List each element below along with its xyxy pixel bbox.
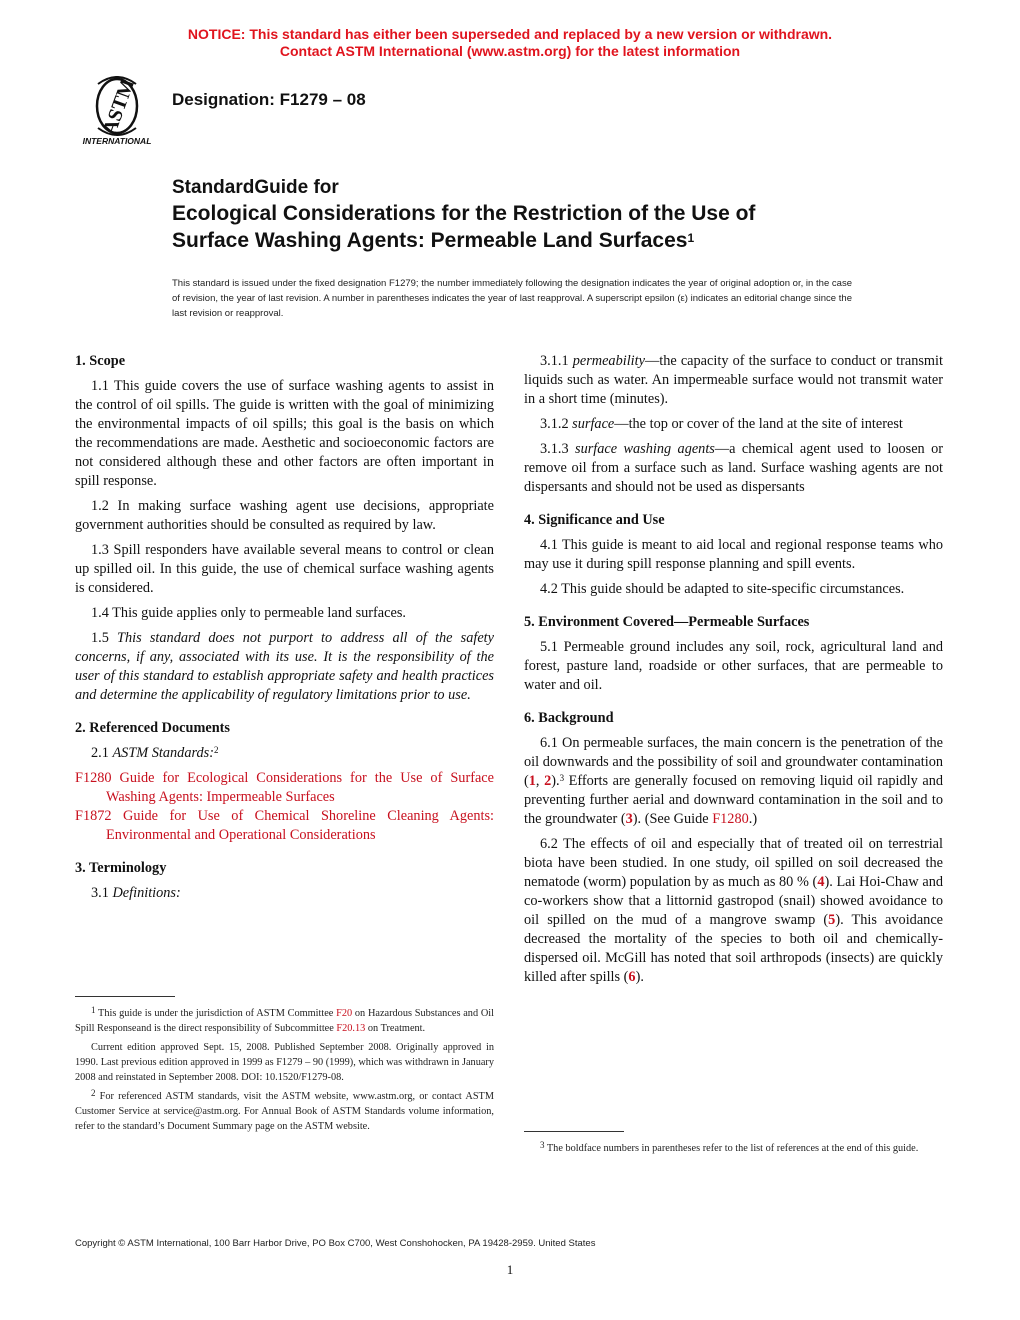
supersede-notice [0, 26, 1020, 60]
title-line-2: Ecological Considerations for the Restriction of the Use of [172, 202, 756, 225]
footnote-rule-left [75, 996, 175, 997]
right-column [524, 352, 943, 993]
link-committee-f20[interactable]: F20 [336, 1008, 353, 1019]
link-guide-f1280[interactable]: F1280 [712, 811, 749, 827]
section-heading-scope: 1. Scope [75, 353, 126, 369]
section-heading-terminology: 3. Terminology [75, 860, 167, 876]
paragraph-1-1: 1.1 This guide covers the use of surface washing agents to assist in the control of oil spills. The guide is written with the goal of minimizing the environmental impacts of oil spills; this goal is the basis on which the recommendations are made. Aesthetic and socioeconomic factors are not considered although these and other factors are often important in spill response. [75, 378, 494, 489]
link-subcommittee-f20-13[interactable]: F20.13 [336, 1023, 366, 1034]
footnote-1: 1 This guide is under the jurisdiction of ASTM Committee F20 on Hazardous Substances and Oil Spill Responseand is the direct responsibility of Subcommittee F20.13 on Treatment. [75, 1005, 494, 1034]
copyright-footer: Copyright © ASTM International, 100 Barr Harbor Drive, PO Box C700, West Conshohocken, PA 19428-2959. United States [75, 1238, 596, 1249]
footnote-rule-right [524, 1131, 624, 1132]
paragraph-2-1: 2.1 ASTM Standards:$^2$ [91, 745, 219, 761]
paragraph-1-5: 1.5 This standard does not purport to address all of the safety concerns, if any, associated with its use. It is the responsibility of the user of this standard to establish appropriate safety and health practices and determine the applicability of regulatory limitations prior to use. [75, 630, 494, 703]
section-heading-environment: 5. Environment Covered—Permeable Surfaces [524, 614, 810, 630]
reference-f1280: F1280 Guide for Ecological Considerations for the Use of Surface Washing Agents: Impermeable Surfaces [75, 770, 494, 805]
footnote-1-edition: Current edition approved Sept. 15, 2008. Published September 2008. Originally approved in 1990. Last previous edition approved in 1999 as F1279 – 90 (1999), which was withdrawn in January 2008 and reinstated in September 2008. DOI: 10.1520/F1279-08. [75, 1042, 494, 1083]
ref-link-4[interactable]: 4 [817, 874, 825, 890]
ref-link-5[interactable]: 5 [828, 912, 836, 928]
ref-link-2[interactable]: 2 [544, 773, 552, 789]
paragraph-6-1: 6.1 On permeable surfaces, the main concern is the penetration of the oil downwards and the possibility of soil and groundwater contamination (1, 2).$^3$ Efforts are generally focused on removing liquid oil rapidly and preventing further aerial and downward contamination in the soil and to the groundwater (3). (See Guide F1280.) [524, 735, 944, 827]
designation: Designation: F1279 – 08 [172, 90, 366, 109]
astm-logo [72, 76, 162, 146]
footnotes-left [75, 1006, 494, 1138]
paragraph-6-2: 6.2 The effects of oil and especially that of treated oil on terrestrial biota have been studied. In one study, oil spilled on soil decreased the nematode (worm) population by as much as 80 % (4). Lai Hoi-Chaw and co-workers show that a littornid gastropod (snail) showed avoidance to oil spilled on the mud of a mangrove swamp (5). This avoidance decreased the mortality of the species to both oil and chemically-dispersed oil. McGill has noted that soil arthropods (insects) are quickly killed after spills (6). [524, 836, 944, 985]
reference-f1872: F1872 Guide for Use of Chemical Shoreline Cleaning Agents: Environmental and Operational Considerations [75, 808, 494, 843]
ref-link-6[interactable]: 6 [628, 969, 636, 985]
logo-subtitle: INTERNATIONAL [82, 136, 152, 146]
footnotes-right [524, 1141, 943, 1160]
paragraph-1-2: 1.2 In making surface washing agent use decisions, appropriate government authorities should be consulted as required by law. [75, 498, 494, 533]
paragraph-3-1: 3.1 Definitions: [91, 885, 181, 901]
document-title [172, 176, 872, 254]
section-heading-referenced-documents: 2. Referenced Documents [75, 720, 230, 736]
notice-line-1: NOTICE: This standard has either been superseded and replaced by a new version or withdrawn. [187, 26, 833, 42]
section-heading-significance: 4. Significance and Use [524, 512, 665, 528]
ref-link-1[interactable]: 1 [528, 773, 536, 789]
footnote-3: 3 The boldface numbers in parentheses refer to the list of references at the end of this guide. [540, 1140, 919, 1154]
paragraph-1-4: 1.4 This guide applies only to permeable land surfaces. [91, 605, 406, 621]
definition-permeability: 3.1.1 permeability—the capacity of the surface to conduct or transmit liquids such as water. An impermeable surface would not transmit water in a short time (minutes). [524, 353, 943, 407]
ref-link-3[interactable]: 3 [625, 811, 633, 827]
paragraph-1-3: 1.3 Spill responders have available several means to control or clean up spilled oil. In this guide, the use of chemical surface washing agents is considered. [75, 542, 494, 596]
logo-text: ASTM [98, 76, 140, 138]
definition-surface: 3.1.2 surface—the top or cover of the land at the site of interest [540, 416, 903, 432]
definition-surface-washing-agents: 3.1.3 surface washing agents—a chemical agent used to loosen or remove oil from a surface such as land. Surface washing agents are not dispersants and should not be used as dispersants [524, 441, 943, 495]
notice-line-2: Contact ASTM International (www.astm.org) for the latest information [279, 43, 741, 59]
title-footnote-mark: 1 [687, 231, 695, 245]
paragraph-4-2: 4.2 This guide should be adapted to site-specific circumstances. [540, 581, 905, 597]
section-heading-background: 6. Background [524, 710, 614, 726]
page-number: 1 [506, 1262, 514, 1277]
issue-note: This standard is issued under the fixed designation F1279; the number immediately following the designation indicates the year of original adoption or, in the case of revision, the year of last revision. A number in parentheses indicates the year of last reapproval. A superscript epsilon (ε) indicates an editorial change since the last revision or reapproval. [172, 278, 852, 319]
left-column [75, 352, 494, 909]
paragraph-5-1: 5.1 Permeable ground includes any soil, rock, agricultural land and forest, pasture land, roadside or other surfaces, that are permeable to water and oil. [524, 639, 943, 693]
title-line-1: StandardGuide for [172, 177, 339, 198]
paragraph-4-1: 4.1 This guide is meant to aid local and regional response teams who may use it during spill response planning and spill events. [524, 537, 943, 572]
footnote-2: 2 For referenced ASTM standards, visit the ASTM website, www.astm.org, or contact ASTM Customer Service at service@astm.org. For Annual Book of ASTM Standards volume information, refer to the standard’s Document Summary page on the ASTM website. [75, 1088, 494, 1132]
link-f1872[interactable]: F1872 [75, 808, 112, 824]
title-line-3: Surface Washing Agents: Permeable Land Surfaces$^1$ [172, 229, 695, 252]
link-f1280[interactable]: F1280 [75, 770, 112, 786]
